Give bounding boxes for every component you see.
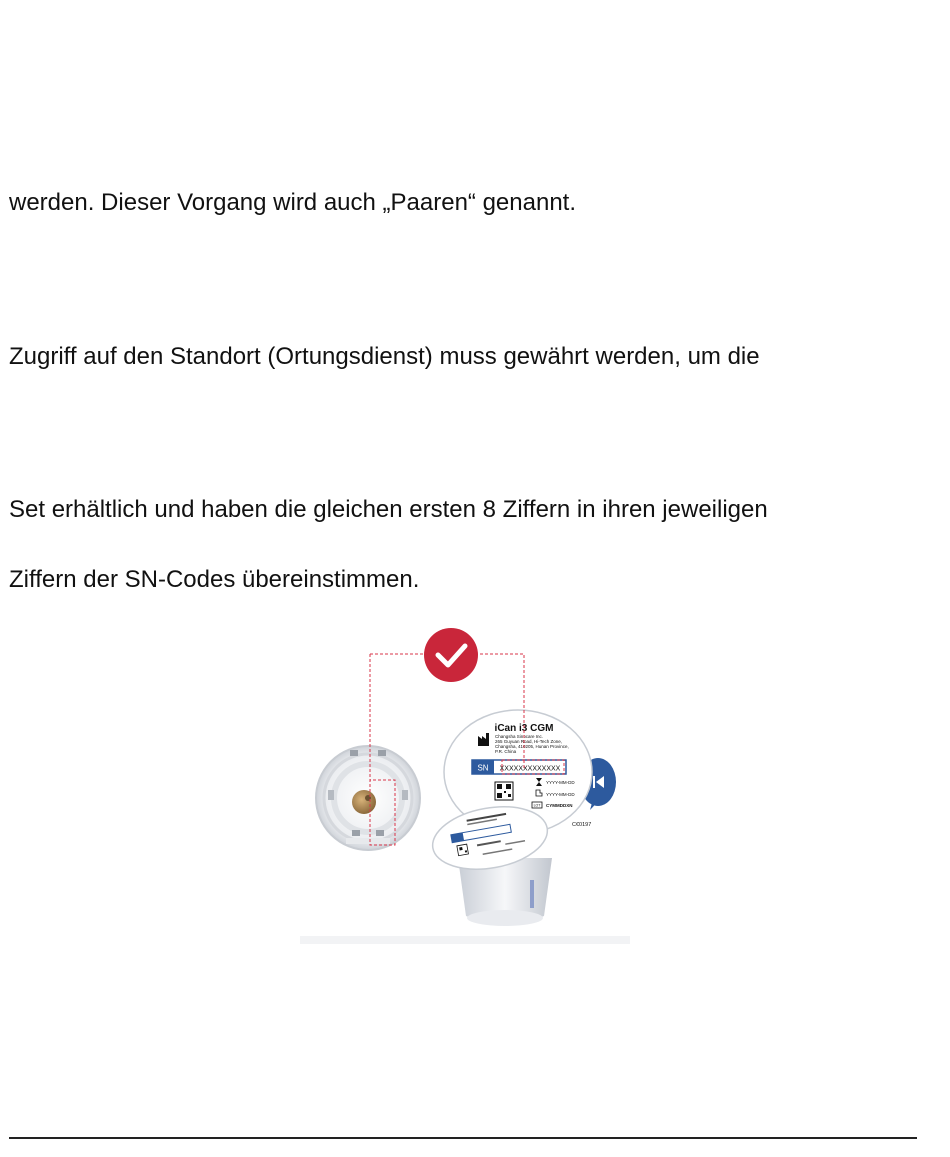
sensor-pairing-figure: [290, 620, 640, 950]
text-line-1: werden. Dieser Vorgang wird auch „Paaren“ genannt.: [9, 189, 576, 216]
check-icon: [424, 628, 478, 682]
manufacturer-line-3: Changsha, 410205, Hunan Province,: [495, 744, 569, 749]
expiry-date: YYYY-MM-DD: [546, 780, 575, 785]
sensor-device-image: [316, 746, 420, 850]
manufacture-date: YYYY-MM-DD: [546, 792, 575, 797]
product-title: iCan i3 CGM: [494, 723, 554, 734]
text-line-4: Ziffern der SN-Codes übereinstimmen.: [9, 566, 420, 593]
qr-code-icon: [495, 782, 513, 800]
footer-rule: [9, 1137, 917, 1139]
lot-tag: LOT: [533, 803, 541, 808]
manufacturer-line-1: Changsha Sinocare Inc.: [495, 734, 544, 739]
lot-value: CYMMDDXN: [546, 803, 573, 808]
manufacturer-line-4: P.R. China: [495, 749, 517, 754]
ce-mark: C€0197: [572, 822, 592, 828]
sn-tag: SN: [477, 763, 489, 773]
text-line-3: Set erhältlich und haben die gleichen ersten 8 Ziffern in ihren jeweiligen: [9, 496, 768, 523]
text-line-2: Zugriff auf den Standort (Ortungsdienst) muss gewährt werden, um die: [9, 343, 760, 370]
manufacturer-line-2: 265 Guyuan Road, Hi-Tech Zone,: [495, 739, 563, 744]
sn-value: XXXXXXXXXXXXX: [499, 765, 561, 773]
